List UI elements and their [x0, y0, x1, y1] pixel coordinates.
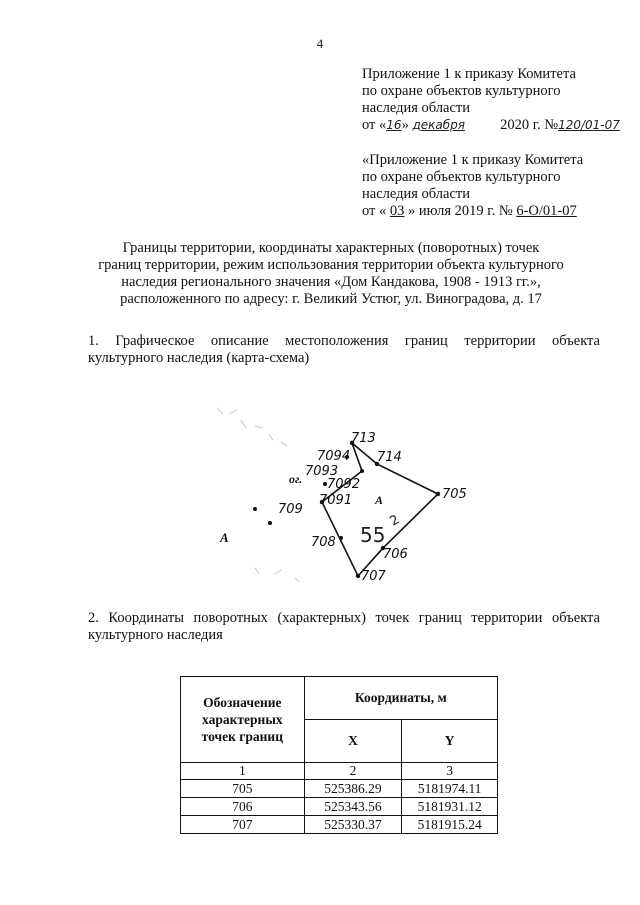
header-y: Y — [402, 720, 498, 763]
point-label-713: 713 — [351, 431, 376, 446]
point-cell: 705 — [181, 780, 305, 798]
title-line: расположенного по адресу: г. Великий Устюг, ул. Виноградова, д. 17 — [120, 291, 542, 307]
title-line: наследия регионального значения «Дом Кандакова, 1908 - 1913 гг.», — [121, 274, 541, 290]
header-x: X — [304, 720, 402, 763]
og-label: ог. — [289, 472, 303, 486]
appendix-previous-day: 03 — [389, 203, 405, 219]
column-number: 1 — [181, 763, 305, 780]
appendix-previous-line1: «Приложение 1 к приказу Комитета — [362, 152, 584, 168]
appendix-current-line3: наследия области — [362, 100, 471, 116]
appendix-current-line1: Приложение 1 к приказу Комитета — [362, 66, 576, 82]
handwritten-number: 120/01-07 — [558, 118, 620, 132]
appendix-current-line2: по охране объектов культурного — [362, 83, 561, 99]
handwritten-day: 16 — [386, 118, 402, 132]
point-cell: 706 — [181, 798, 305, 816]
parcel-number: 55 — [360, 523, 386, 547]
x-cell: 525343.56 — [304, 798, 402, 816]
x-cell: 525386.29 — [304, 780, 402, 798]
point-cell: 707 — [181, 816, 305, 834]
header-coordinates: Координаты, м — [304, 677, 497, 720]
coordinates-table — [180, 676, 498, 834]
column-number: 2 — [304, 763, 402, 780]
y-cell: 5181931.12 — [402, 798, 498, 816]
appendix-previous-number: 6-О/01-07 — [516, 203, 577, 219]
section-1-heading: 1. Графическое описание местоположения границ территории объекта культурного наследия (карта-схема) — [88, 333, 600, 366]
point-label-7093: 7093 — [305, 464, 339, 479]
appendix-previous-date: от « 03 » июля 2019 г. № 6-О/01-07 — [362, 203, 577, 219]
parcel-suffix: 2 — [387, 512, 403, 530]
document-title — [96, 240, 566, 308]
point-label-7094: 7094 — [317, 449, 351, 464]
zone-label-a-inner: А — [375, 493, 384, 507]
point-label-705: 705 — [442, 487, 467, 502]
point-label-714: 714 — [377, 450, 402, 465]
handwritten-month: декабря — [412, 118, 465, 132]
table-row — [181, 798, 498, 816]
appendix-previous — [362, 152, 583, 220]
x-cell: 525330.37 — [304, 816, 402, 834]
point-label-7091: 7091 — [319, 493, 353, 508]
point-label-707: 707 — [361, 569, 386, 584]
page-number: 4 — [316, 36, 324, 51]
point-label-706: 706 — [383, 547, 408, 562]
title-line: границ территории, режим использования территории объекта культурного — [98, 257, 564, 273]
appendix-previous-line3: наследия области — [362, 186, 471, 202]
y-cell: 5181915.24 — [402, 816, 498, 834]
point-label-709: 709 — [278, 502, 303, 517]
title-line: Границы территории, координаты характерных (поворотных) точек — [122, 240, 540, 256]
table-row — [181, 780, 498, 798]
column-number: 3 — [402, 763, 498, 780]
appendix-current-date: от «16» декабря 2020 г. №120/01-07 — [362, 117, 620, 133]
point-label-708: 708 — [311, 535, 336, 550]
header-designation: Обозначение характерных точек границ — [181, 677, 305, 763]
faint-background-marks — [217, 408, 299, 582]
appendix-previous-line2: по охране объектов культурного — [362, 169, 561, 185]
point-label-7092: 7092 — [327, 477, 361, 492]
zone-label-a-outer: А — [220, 530, 229, 545]
boundary-map — [195, 378, 495, 598]
section-2-heading: 2. Координаты поворотных (характерных) точек границ территории объекта культурного наследия — [88, 610, 600, 643]
table-row — [181, 816, 498, 834]
appendix-current — [362, 66, 620, 134]
y-cell: 5181974.11 — [402, 780, 498, 798]
